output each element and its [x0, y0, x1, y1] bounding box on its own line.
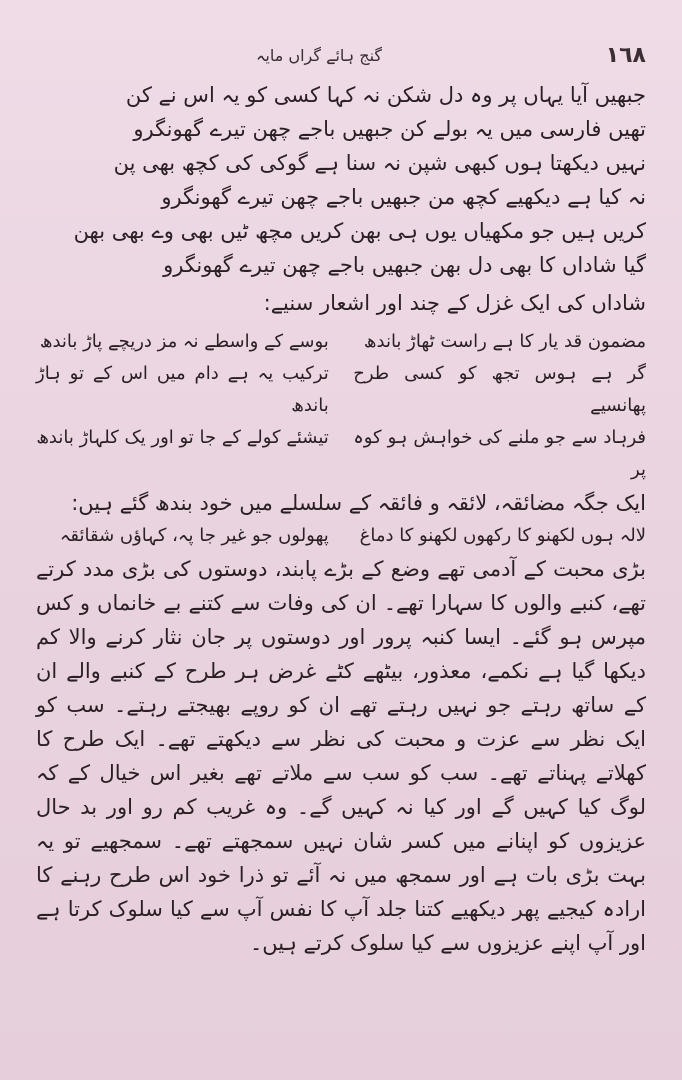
couplet-second-line: ترکیب یہ ہے دام میں اس کے تو ہاڑ باندھ [36, 363, 329, 416]
poem-line: تھیں فارسی میں یہ بولے کن جبھیں باجے چھن تیرے گھونگرو [133, 117, 646, 141]
poem-line: نہیں دیکھتا ہوں کبھی شپن نہ سنا ہے گوکی کی کچھ بھی پن [113, 151, 646, 175]
poem-line: گیا شاداں کا بھی دل بھن جبھیں باجے چھن تیرے گھونگرو [163, 253, 646, 277]
couplet-first-line: گر ہے ہوس تجھ کو کسی طرح پھانسیے [353, 363, 646, 416]
page-content [36, 78, 646, 960]
couplet [36, 422, 646, 486]
couplet-second-line: بوسے کے واسطے نہ مز دریچے پاڑ باندھ [39, 331, 329, 352]
couplet-second-line: پھولوں جو غیر جا پہ، کہاؤں شقائقہ [59, 525, 329, 546]
couplet-first-line: مضمون قد یار کا ہے راست ٹھاڑ باندھ [363, 331, 646, 352]
ghazal-couplets [36, 326, 646, 486]
poem-line: کریں ہیں جو مکھیاں یوں ہی بھن کریں مچھ ٹیں بھی وے بھی بھن [73, 219, 646, 243]
poem [36, 78, 646, 282]
poem-line: نہ کیا ہے دیکھیے کچھ من جبھیں باجے چھن تیرے گھونگرو [161, 185, 646, 209]
running-title: گنج ہائے گراں مایہ [256, 45, 383, 65]
ghazal-intro: شاداں کی ایک غزل کے چند اور اشعار سنیے: [263, 291, 646, 315]
couplet-second-line: تیشئے کولے کے جا تو اور یک کلہاڑ باندھ [36, 427, 329, 448]
couplet-lakhnau [36, 520, 646, 552]
couplet-first-line: لالہ ہوں لکھنو کا رکھوں لکھنو کا دماغ [359, 525, 646, 546]
couplet [36, 358, 646, 422]
poem-line: جبھیں آیا یہاں پر وہ دل شکن نہ کہا کسی کو یہ اس نے کن [125, 83, 646, 107]
page-number: ١٦٨ [605, 42, 646, 68]
couplet [36, 326, 646, 358]
page-header [36, 40, 646, 70]
paragraph-intro: ایک جگہ مضائقہ، لائقہ و فائقہ کے سلسلے میں خود بندھ گئے ہیں: [71, 491, 646, 515]
couplet [36, 520, 646, 552]
couplet-first-line: فرہاد سے جو ملنے کی خواہش ہو کوہ پر [353, 427, 646, 480]
paragraph-main: بڑی محبت کے آدمی تھے وضع کے بڑے پابند، دوستوں کی بڑی مدد کرتے تھے، کنبے والوں کا سہارا تھے۔ ان کی وفات سے کتنے بے خانماں و کس مپرس ہو گئے۔ ایسا کنبہ پرور اور دوستوں پر جان نثار کرنے والا کم دیکھا گیا ہے نکمے، معذور، بیٹھے کٹے غرض ہر طرح کے کنبے والے ان کے ساتھ رہتے جو نہیں رہتے تھے ان کو روپے بھیجتے رہتے۔ سب کو ایک نظر سے عزت و محبت کی نظر سے دیکھتے تھے۔ ایک طرح کا کھلاتے پہناتے تھے۔ سب کو سب سے ملاتے تھے بغیر اس خیال کے کہ لوگ کیا کہیں گے اور کیا نہ کہیں گے۔ وہ غریب کم رو اور بد حال عزیزوں کو اپنانے میں کسر شان نہیں سمجھتے تھے۔ سمجھیے تو یہ بہت بڑی بات ہے اور سمجھ میں نہ آئے تو ذرا خود اس طرح رہنے کا ارادہ کیجیے پھر دیکھیے کتنا جلد آپ کا نفس آپ سے کیا سلوک کرتا ہے اور آپ اپنے عزیزوں سے کیا سلوک کرتے ہیں۔ [36, 557, 646, 955]
